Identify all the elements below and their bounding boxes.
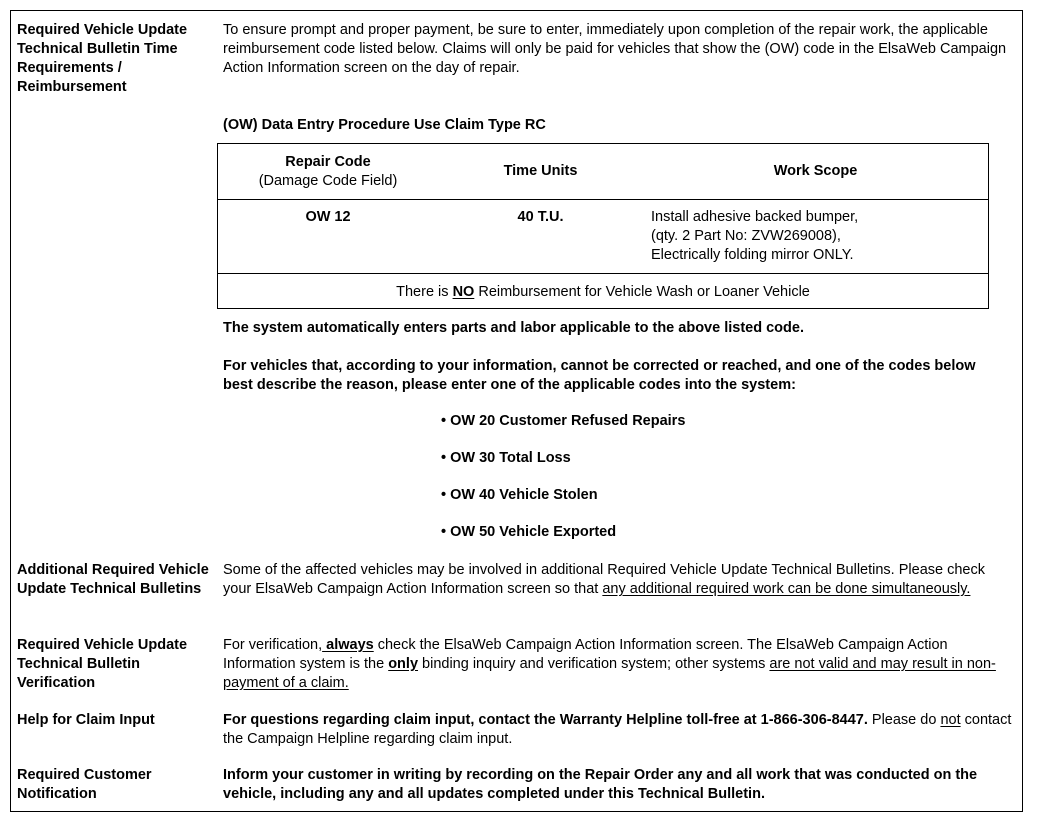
help-not: not <box>940 712 961 728</box>
verification-text-part: check the ElsaWeb Campaign Action Information screen. The ElsaWeb Campaign Action Information system is the <box>223 637 948 672</box>
code-list-item: • OW 20 Customer Refused Repairs <box>441 413 686 429</box>
section-label-notification: Required Customer Notification <box>17 767 152 802</box>
row-time-units: 40 T.U. <box>517 209 564 225</box>
vehicles-text: For vehicles that, according to your information, cannot be corrected or reached, and one of the codes below best describe the reason, please enter one of the applicable codes into the system: <box>223 358 976 393</box>
reimbursement-table <box>217 143 989 309</box>
verification-only: only <box>388 656 419 672</box>
section-label-additional: Additional Required Vehicle Update Technical Bulletins <box>17 562 209 597</box>
verification-text-part: For verification, <box>223 637 323 653</box>
verification-text <box>223 636 1013 693</box>
procedure-title: (OW) Data Entry Procedure Use Claim Type RC <box>223 117 546 133</box>
header-work-scope: Work Scope <box>773 163 858 179</box>
notification-text: Inform your customer in writing by recording on the Repair Order any and all work that was conducted on the vehicle, including any and all updates completed under this Technical Bulletin. <box>223 767 978 802</box>
row-work-scope <box>651 208 981 265</box>
row-repair-code: OW 12 <box>305 209 351 225</box>
header-repair-code: Repair Code <box>285 154 371 170</box>
additional-text-underlined: any additional required work can be done simultaneously. <box>602 581 971 597</box>
table-footer-note <box>218 283 988 302</box>
header-repair-code-sub: (Damage Code Field) <box>258 173 398 189</box>
footer-text: There is <box>396 284 453 300</box>
reimbursement-intro-text: To ensure prompt and proper payment, be sure to enter, immediately upon completion of the repair work, the applicable reimbursement code listed below. Claims will only be paid for vehicles that show the (OW) code in the ElsaWeb Campaign Action Information screen on the day of repair. <box>223 22 1007 76</box>
help-text-part: Please do <box>867 712 941 728</box>
section-label-verification: Required Vehicle Update Technical Bulletin Verification <box>17 637 188 691</box>
footer-text: Reimbursement for Vehicle Wash or Loaner Vehicle <box>474 284 810 300</box>
work-scope-line: (qty. 2 Part No: ZVW269008), <box>651 228 841 244</box>
help-text <box>223 711 1013 749</box>
work-scope-line: Install adhesive backed bumper, <box>651 209 859 225</box>
code-list-item: • OW 40 Vehicle Stolen <box>441 487 598 503</box>
section-label-help: Help for Claim Input <box>17 712 155 728</box>
verification-not-valid: are not valid and may result in non-payment of a claim. <box>223 656 996 691</box>
work-scope-line: Electrically folding mirror ONLY. <box>651 247 854 263</box>
verification-always: always <box>322 637 374 653</box>
help-text-part: contact the Campaign Helpline regarding claim input. <box>223 712 1012 747</box>
additional-text <box>223 561 1013 599</box>
auto-enter-text: The system automatically enters parts and labor applicable to the above listed code. <box>223 320 804 336</box>
table-divider <box>218 199 988 200</box>
header-time-units: Time Units <box>503 163 578 179</box>
help-text-bold: For questions regarding claim input, contact the Warranty Helpline toll-free at 1-866-306-8447. <box>223 712 868 728</box>
additional-text-plain: Some of the affected vehicles may be involved in additional Required Vehicle Update Technical Bulletins. Please check your ElsaWeb Campaign Action Information screen so that <box>223 562 985 597</box>
verification-text-part: binding inquiry and verification system; other systems <box>418 656 770 672</box>
bulletin-page <box>10 10 1023 812</box>
code-list-item: • OW 30 Total Loss <box>441 450 571 466</box>
section-label-time-requirements: Required Vehicle Update Technical Bulletin Time Requirements / Reimbursement <box>17 22 188 95</box>
footer-no: NO <box>452 284 475 300</box>
code-list-item: • OW 50 Vehicle Exported <box>441 524 617 540</box>
table-divider <box>218 273 988 274</box>
